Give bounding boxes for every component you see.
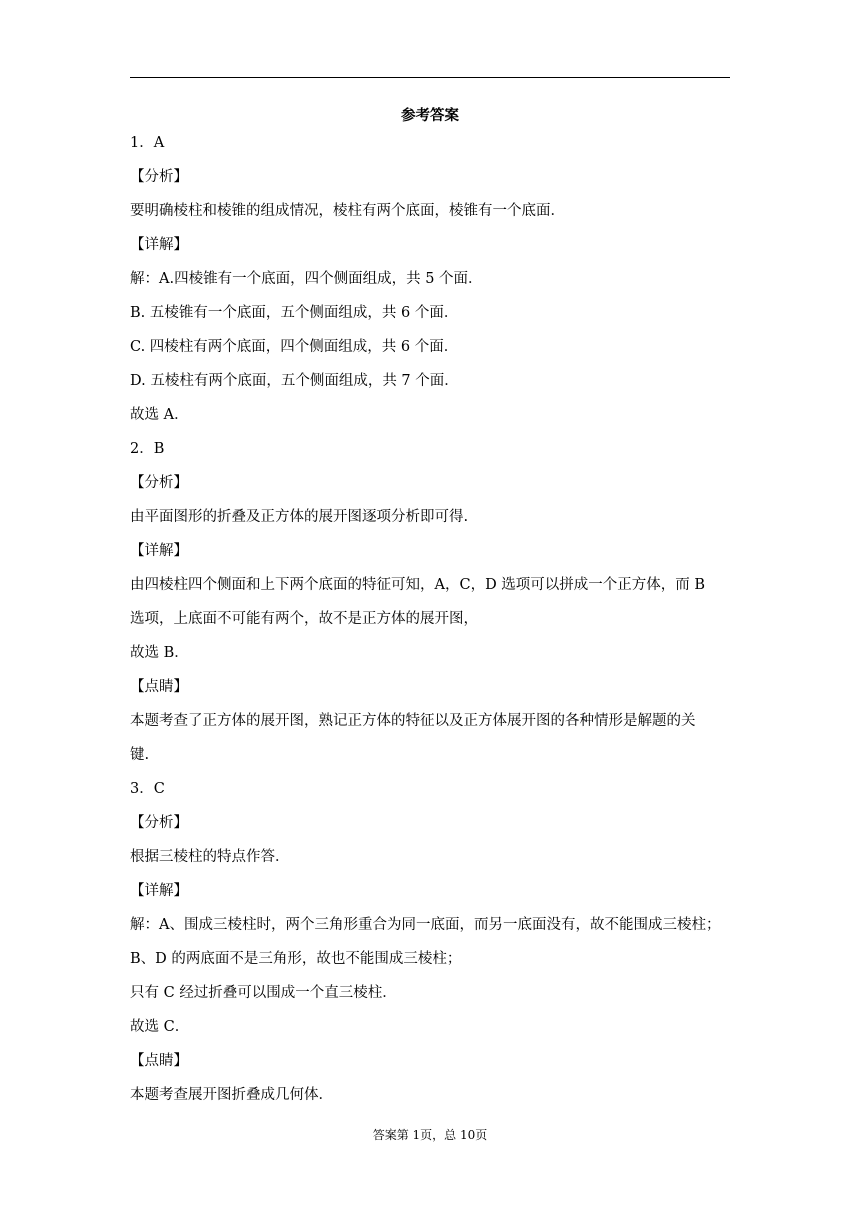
solution-text: B. 五棱锥有一个底面，五个侧面组成，共 6 个面． [130, 305, 459, 321]
section-heading: 【分析】 [130, 475, 188, 491]
page-footer: 答案第 1页，总 10页 [372, 1128, 488, 1142]
solution-text: D. 五棱柱有两个底面，五个侧面组成，共 7 个面． [130, 373, 459, 389]
answer-number-3: 3．C [130, 781, 165, 797]
answer-number-1: 1．A [130, 135, 165, 151]
section-heading: 【点睛】 [130, 1053, 188, 1069]
answer-number-2: 2．B [130, 441, 165, 457]
solution-text: 选项，上底面不可能有两个，故不是正方体的展开图， [130, 611, 478, 627]
analysis-text: 根据三棱柱的特点作答． [130, 849, 290, 865]
comment-text: 本题考查展开图折叠成几何体． [130, 1087, 333, 1103]
page-title: 参考答案 [401, 107, 459, 124]
solution-text: 解：A.四棱锥有一个底面，四个侧面组成，共 5 个面． [130, 271, 483, 287]
choice-text: 故选 B． [130, 645, 189, 661]
solution-text: 解：A、围成三棱柱时，两个三角形重合为同一底面，而另一底面没有，故不能围成三棱柱； [130, 917, 721, 933]
solution-text: 只有 C 经过折叠可以围成一个直三棱柱． [130, 985, 397, 1001]
section-heading: 【详解】 [130, 237, 188, 253]
section-heading: 【分析】 [130, 169, 188, 185]
comment-text: 本题考查了正方体的展开图，熟记正方体的特征以及正方体展开图的各种情形是解题的关 [130, 713, 696, 729]
choice-text: 故选 C． [130, 1019, 190, 1035]
analysis-text: 要明确棱柱和棱锥的组成情况，棱柱有两个底面，棱锥有一个底面． [130, 203, 565, 219]
section-heading: 【点睛】 [130, 679, 188, 695]
solution-text: B、D 的两底面不是三角形，故也不能围成三棱柱； [130, 951, 462, 967]
section-heading: 【详解】 [130, 883, 188, 899]
analysis-text: 由平面图形的折叠及正方体的展开图逐项分析即可得. [130, 509, 469, 525]
comment-text: 键. [130, 747, 150, 763]
solution-text: 由四棱柱四个侧面和上下两个底面的特征可知，A，C，D 选项可以拼成一个正方体，而 B [130, 577, 706, 593]
choice-text: 故选 A． [130, 407, 189, 423]
solution-text: C. 四棱柱有两个底面，四个侧面组成，共 6 个面． [130, 339, 459, 355]
section-heading: 【分析】 [130, 815, 188, 831]
header-rule [130, 77, 730, 78]
section-heading: 【详解】 [130, 543, 188, 559]
